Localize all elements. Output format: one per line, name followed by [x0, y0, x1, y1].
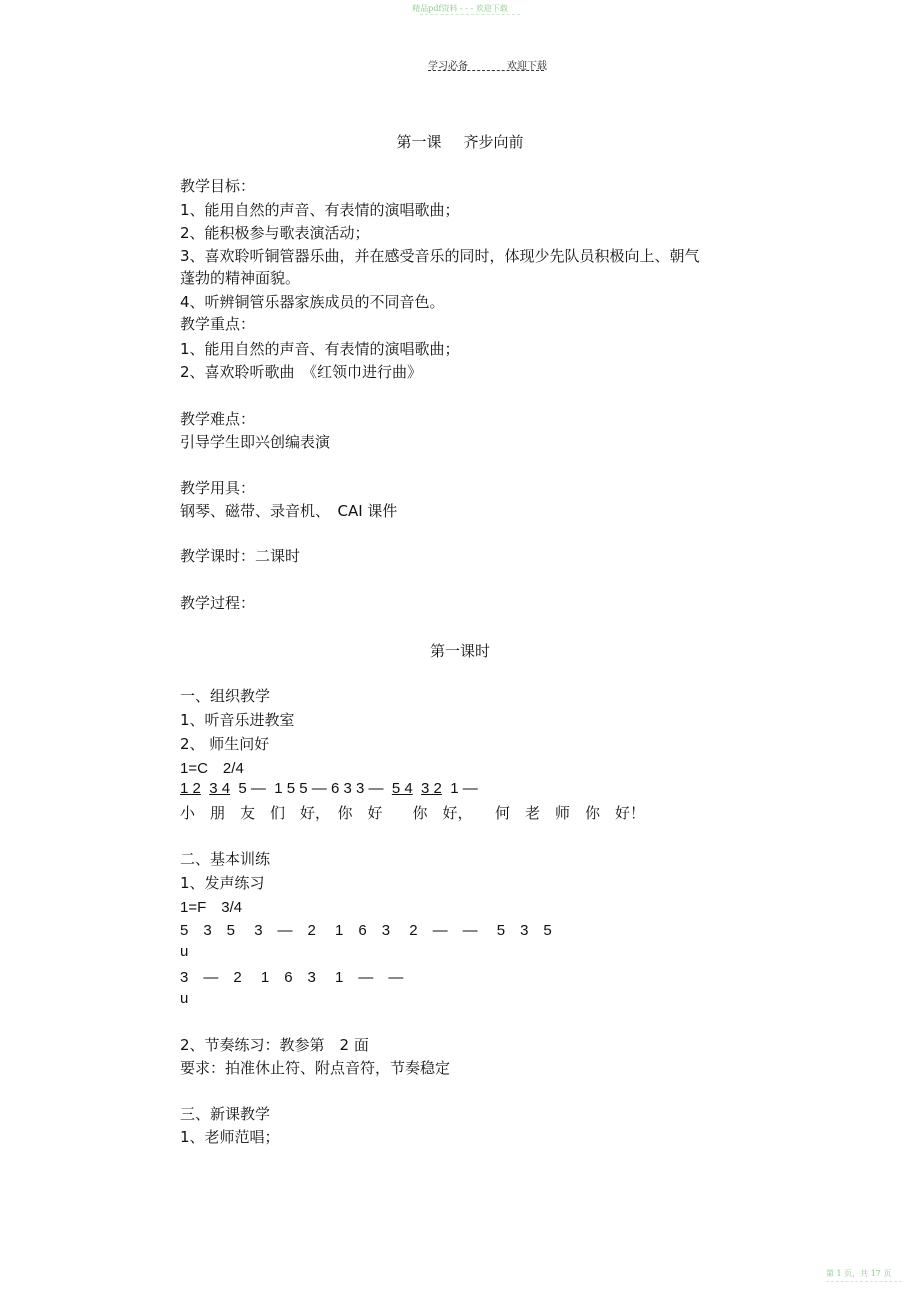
goals-heading: 教学目标：: [180, 177, 256, 195]
goal-item: 3、喜欢聆听铜管器乐曲，并在感受音乐的同时，体现少先队员积极向上、朝气: [180, 247, 700, 265]
section-item: 要求：拍准休止符、附点音符，节奏稳定: [180, 1059, 451, 1077]
goal-item-continued: 蓬勃的精神面貌。: [180, 269, 301, 287]
section-heading: 一、组织教学: [180, 687, 271, 705]
process-heading: 教学过程：: [180, 594, 256, 612]
greeting-lyrics: 小 朋 友 们 好， 你 好 你 好， 何 老 师 你 好！: [180, 804, 646, 822]
session-title: 第一课时: [429, 642, 490, 660]
greeting-notation: [180, 780, 478, 797]
section-heading: 二、基本训练: [180, 850, 271, 868]
section-item: 1、老师范唱；: [180, 1128, 280, 1146]
key-point-item: 1、能用自然的声音、有表情的演唱歌曲；: [180, 340, 460, 358]
section-heading: 三、新课教学: [180, 1105, 271, 1123]
difficulty-heading: 教学难点：: [180, 410, 256, 428]
note-group: 5 —: [238, 780, 266, 797]
vocal-syllable: u: [180, 990, 189, 1007]
page-counter: 第 1 页，共 17 页: [826, 1269, 892, 1278]
header-left: 学习必备: [428, 61, 468, 72]
tools-item: 钢琴、磁带、录音机、 CAI 课件: [180, 502, 398, 520]
note-group: 3 4: [209, 780, 231, 797]
key-points-heading: 教学重点：: [180, 315, 256, 333]
note-group: 1 —: [450, 780, 478, 797]
page-title: [0, 131, 920, 152]
vocal-notation: 5 3 5 3 — 2 1 6 3 2 — — 5 3 5: [180, 922, 552, 939]
section-item: 2、 师生问好: [180, 735, 270, 753]
key-signature: 1=C 2/4: [180, 760, 244, 777]
header-right: 欢迎下载: [507, 61, 547, 72]
title-lesson: 第一课: [396, 133, 442, 151]
note-group: 1 2: [180, 780, 201, 797]
watermark-top: 精品pdf资料 - - - 欢迎下载: [412, 4, 508, 13]
header-rule: [428, 70, 544, 71]
title-name: 齐步向前: [463, 133, 524, 151]
class-hours: 教学课时：二课时: [180, 547, 301, 565]
vocal-syllable: u: [180, 943, 189, 960]
section-item: 1、听音乐进教室: [180, 711, 295, 729]
note-group: 5 4: [391, 780, 413, 797]
difficulty-item: 引导学生即兴创编表演: [180, 433, 331, 451]
goal-item: 4、听辨铜管乐器家族成员的不同音色。: [180, 293, 445, 311]
watermark-divider: [420, 14, 520, 15]
vocal-notation: 3 — 2 1 6 3 1 — —: [180, 969, 404, 986]
tools-heading: 教学用具：: [180, 479, 256, 497]
section-item: 2、节奏练习：教参第 2 面: [180, 1036, 369, 1054]
section-item: 1、发声练习: [180, 874, 265, 892]
goal-item: 2、能积极参与歌表演活动；: [180, 224, 370, 242]
goal-item: 1、能用自然的声音、有表情的演唱歌曲；: [180, 201, 460, 219]
key-point-item: 2、喜欢聆听歌曲 《红领巾进行曲》: [180, 363, 423, 381]
note-group: 1 5 5 — 6 3 3 —: [274, 780, 384, 797]
note-group: 3 2: [421, 780, 442, 797]
watermark-divider: [826, 1281, 902, 1282]
key-signature: 1=F 3/4: [180, 899, 243, 916]
